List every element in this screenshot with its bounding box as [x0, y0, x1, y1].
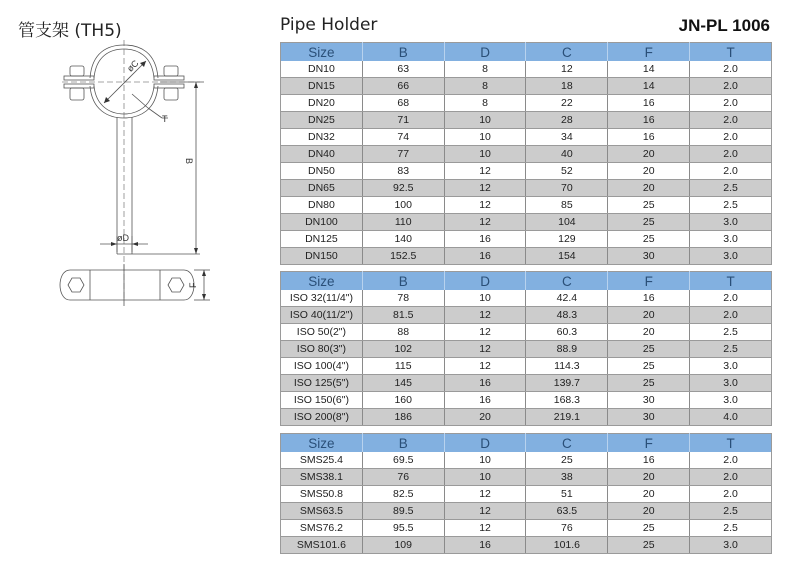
cell-b: 140: [362, 231, 444, 248]
cell-b: 110: [362, 214, 444, 231]
cell-t: 2.5: [690, 180, 772, 197]
cell-t: 3.0: [690, 248, 772, 265]
cell-size: ISO 100(4"): [281, 358, 363, 375]
cell-t: 3.0: [690, 358, 772, 375]
column-header-t: T: [690, 434, 772, 453]
cell-size: DN15: [281, 78, 363, 95]
cell-c: 12: [526, 61, 608, 78]
cell-d: 10: [444, 112, 526, 129]
cell-b: 81.5: [362, 307, 444, 324]
column-header-b: B: [362, 272, 444, 291]
column-header-f: F: [608, 43, 690, 62]
cell-t: 2.0: [690, 95, 772, 112]
cell-d: 12: [444, 307, 526, 324]
cell-t: 2.0: [690, 469, 772, 486]
cell-b: 68: [362, 95, 444, 112]
cell-t: 2.5: [690, 520, 772, 537]
cell-f: 14: [608, 78, 690, 95]
column-header-c: C: [526, 43, 608, 62]
table-row: [281, 375, 772, 392]
cell-d: 12: [444, 163, 526, 180]
table-row: [281, 307, 772, 324]
cell-f: 16: [608, 95, 690, 112]
cell-size: DN65: [281, 180, 363, 197]
cell-d: 12: [444, 197, 526, 214]
cell-f: 20: [608, 163, 690, 180]
cell-t: 2.0: [690, 307, 772, 324]
cell-f: 20: [608, 486, 690, 503]
cell-size: ISO 80(3"): [281, 341, 363, 358]
table-row: [281, 248, 772, 265]
cell-d: 10: [444, 469, 526, 486]
cell-size: SMS101.6: [281, 537, 363, 554]
cell-size: DN100: [281, 214, 363, 231]
cell-f: 20: [608, 324, 690, 341]
cell-f: 25: [608, 341, 690, 358]
cell-b: 92.5: [362, 180, 444, 197]
column-header-d: D: [444, 43, 526, 62]
cell-size: ISO 200(8"): [281, 409, 363, 426]
cell-f: 30: [608, 409, 690, 426]
table-row: [281, 358, 772, 375]
table-body: [281, 290, 772, 426]
cell-t: 2.0: [690, 78, 772, 95]
cell-t: 3.0: [690, 537, 772, 554]
cell-f: 16: [608, 112, 690, 129]
table-header-row: [281, 272, 772, 291]
cell-b: 78: [362, 290, 444, 307]
cell-b: 160: [362, 392, 444, 409]
table-row: [281, 197, 772, 214]
cell-b: 63: [362, 61, 444, 78]
cell-b: 186: [362, 409, 444, 426]
cell-d: 16: [444, 231, 526, 248]
cell-d: 16: [444, 375, 526, 392]
cell-size: ISO 150(6"): [281, 392, 363, 409]
cell-c: 70: [526, 180, 608, 197]
cell-c: 63.5: [526, 503, 608, 520]
cell-b: 71: [362, 112, 444, 129]
table-row: [281, 452, 772, 469]
cell-c: 76: [526, 520, 608, 537]
column-header-c: C: [526, 272, 608, 291]
label-c: øC: [124, 58, 141, 74]
cell-b: 95.5: [362, 520, 444, 537]
cell-t: 3.0: [690, 375, 772, 392]
cell-d: 8: [444, 61, 526, 78]
cell-c: 60.3: [526, 324, 608, 341]
cell-c: 52: [526, 163, 608, 180]
cell-b: 89.5: [362, 503, 444, 520]
table-row: [281, 146, 772, 163]
table-header-row: [281, 43, 772, 62]
cell-f: 20: [608, 146, 690, 163]
cell-f: 25: [608, 537, 690, 554]
cell-c: 129: [526, 231, 608, 248]
cell-d: 16: [444, 248, 526, 265]
table-row: [281, 290, 772, 307]
cell-d: 12: [444, 324, 526, 341]
cell-c: 104: [526, 214, 608, 231]
table-row: [281, 231, 772, 248]
cell-size: SMS25.4: [281, 452, 363, 469]
cell-b: 83: [362, 163, 444, 180]
table-row: [281, 61, 772, 78]
cell-t: 2.0: [690, 146, 772, 163]
cell-c: 25: [526, 452, 608, 469]
cell-size: ISO 40(11/2"): [281, 307, 363, 324]
column-header-b: B: [362, 434, 444, 453]
cell-d: 20: [444, 409, 526, 426]
cell-f: 20: [608, 180, 690, 197]
table-row: [281, 469, 772, 486]
cell-c: 219.1: [526, 409, 608, 426]
cell-t: 2.0: [690, 452, 772, 469]
table-body: [281, 61, 772, 265]
cell-size: DN10: [281, 61, 363, 78]
cell-d: 8: [444, 95, 526, 112]
cell-d: 12: [444, 180, 526, 197]
cell-t: 3.0: [690, 392, 772, 409]
cell-c: 88.9: [526, 341, 608, 358]
table-header-row: [281, 434, 772, 453]
table-row: [281, 112, 772, 129]
cell-f: 20: [608, 307, 690, 324]
cell-d: 12: [444, 341, 526, 358]
table-row: [281, 324, 772, 341]
cell-c: 42.4: [526, 290, 608, 307]
cell-t: 2.5: [690, 197, 772, 214]
column-header-size: Size: [281, 43, 363, 62]
cell-b: 82.5: [362, 486, 444, 503]
cell-f: 25: [608, 214, 690, 231]
cell-b: 77: [362, 146, 444, 163]
cell-t: 2.0: [690, 163, 772, 180]
cell-f: 16: [608, 452, 690, 469]
cell-b: 66: [362, 78, 444, 95]
cell-t: 4.0: [690, 409, 772, 426]
dn-size-table: [280, 42, 772, 265]
cell-c: 51: [526, 486, 608, 503]
cell-size: ISO 32(11/4"): [281, 290, 363, 307]
cell-t: 2.0: [690, 486, 772, 503]
cell-c: 168.3: [526, 392, 608, 409]
cell-d: 8: [444, 78, 526, 95]
column-header-t: T: [690, 43, 772, 62]
cell-b: 145: [362, 375, 444, 392]
cell-b: 109: [362, 537, 444, 554]
cell-f: 25: [608, 358, 690, 375]
column-header-size: Size: [281, 434, 363, 453]
cell-t: 2.0: [690, 61, 772, 78]
cell-size: DN150: [281, 248, 363, 265]
table-row: [281, 214, 772, 231]
cell-c: 101.6: [526, 537, 608, 554]
cell-b: 152.5: [362, 248, 444, 265]
cell-c: 114.3: [526, 358, 608, 375]
cell-d: 12: [444, 214, 526, 231]
cell-c: 38: [526, 469, 608, 486]
cell-c: 40: [526, 146, 608, 163]
column-header-b: B: [362, 43, 444, 62]
cell-f: 14: [608, 61, 690, 78]
cell-c: 22: [526, 95, 608, 112]
cell-size: DN20: [281, 95, 363, 112]
cell-size: ISO 50(2"): [281, 324, 363, 341]
cell-b: 76: [362, 469, 444, 486]
table-row: [281, 520, 772, 537]
cell-d: 16: [444, 392, 526, 409]
cell-c: 48.3: [526, 307, 608, 324]
cell-f: 16: [608, 129, 690, 146]
cell-f: 30: [608, 248, 690, 265]
cell-t: 2.0: [690, 290, 772, 307]
sms-size-table: [280, 433, 772, 554]
column-header-f: F: [608, 434, 690, 453]
cell-size: ISO 125(5"): [281, 375, 363, 392]
column-header-c: C: [526, 434, 608, 453]
table-row: [281, 129, 772, 146]
cell-size: DN32: [281, 129, 363, 146]
cell-size: SMS76.2: [281, 520, 363, 537]
cell-c: 154: [526, 248, 608, 265]
chinese-title: 管支架 (TH5): [18, 21, 122, 41]
table-row: [281, 180, 772, 197]
cell-size: DN125: [281, 231, 363, 248]
cell-c: 18: [526, 78, 608, 95]
label-f: F: [188, 282, 198, 288]
cell-f: 25: [608, 375, 690, 392]
cell-d: 12: [444, 486, 526, 503]
column-header-d: D: [444, 272, 526, 291]
column-header-f: F: [608, 272, 690, 291]
column-header-size: Size: [281, 272, 363, 291]
page-title: Pipe Holder: [280, 15, 378, 35]
cell-d: 12: [444, 520, 526, 537]
cell-t: 2.5: [690, 503, 772, 520]
cell-t: 2.5: [690, 324, 772, 341]
cell-size: DN25: [281, 112, 363, 129]
cell-f: 25: [608, 520, 690, 537]
table-row: [281, 163, 772, 180]
table-row: [281, 341, 772, 358]
cell-t: 2.0: [690, 129, 772, 146]
cell-f: 16: [608, 290, 690, 307]
cell-d: 16: [444, 537, 526, 554]
product-code: JN-PL 1006: [678, 16, 770, 35]
cell-f: 20: [608, 503, 690, 520]
cell-size: SMS38.1: [281, 469, 363, 486]
cell-d: 10: [444, 452, 526, 469]
table-body: [281, 452, 772, 554]
table-row: [281, 78, 772, 95]
cell-size: DN80: [281, 197, 363, 214]
cell-d: 12: [444, 503, 526, 520]
column-header-t: T: [690, 272, 772, 291]
cell-c: 28: [526, 112, 608, 129]
cell-b: 115: [362, 358, 444, 375]
cell-f: 25: [608, 231, 690, 248]
cell-c: 34: [526, 129, 608, 146]
cell-t: 2.0: [690, 112, 772, 129]
cell-t: 3.0: [690, 231, 772, 248]
cell-b: 69.5: [362, 452, 444, 469]
table-row: [281, 95, 772, 112]
table-row: [281, 392, 772, 409]
table-row: [281, 409, 772, 426]
cell-b: 100: [362, 197, 444, 214]
cell-t: 2.5: [690, 341, 772, 358]
table-row: [281, 503, 772, 520]
cell-t: 3.0: [690, 214, 772, 231]
cell-f: 25: [608, 197, 690, 214]
label-b: B: [184, 158, 194, 165]
label-t: T: [162, 114, 168, 124]
cell-c: 85: [526, 197, 608, 214]
cell-b: 88: [362, 324, 444, 341]
cell-f: 30: [608, 392, 690, 409]
cell-c: 139.7: [526, 375, 608, 392]
cell-size: DN40: [281, 146, 363, 163]
cell-d: 10: [444, 129, 526, 146]
iso-size-table: [280, 271, 772, 426]
cell-size: DN50: [281, 163, 363, 180]
table-row: [281, 486, 772, 503]
cell-size: SMS50.8: [281, 486, 363, 503]
pipe-holder-diagram: [0, 30, 270, 310]
cell-b: 74: [362, 129, 444, 146]
cell-size: SMS63.5: [281, 503, 363, 520]
cell-d: 10: [444, 290, 526, 307]
label-d: øD: [117, 233, 129, 243]
cell-f: 20: [608, 469, 690, 486]
column-header-d: D: [444, 434, 526, 453]
cell-b: 102: [362, 341, 444, 358]
table-row: [281, 537, 772, 554]
cell-d: 12: [444, 358, 526, 375]
cell-d: 10: [444, 146, 526, 163]
